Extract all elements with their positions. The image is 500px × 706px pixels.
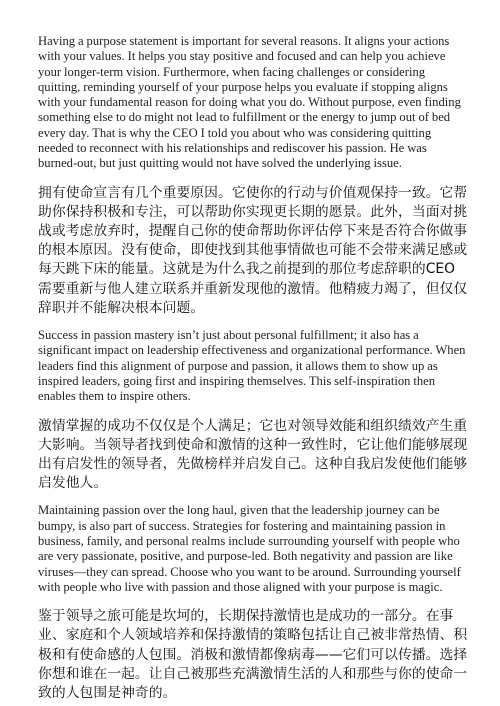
english-paragraph-maintaining: Maintaining passion over the long haul, given that the leadership journey can be bumpy, is also part of success. Strategies for fostering and maintaining passion in business, family, and personal realms include surrounding yourself with people who are very passionate, positive, and purpose-led. Both negativity and passion are like viruses—they can spread. Choose who you want to be around. Surrounding yourself with people who live with passion and those aligned with your purpose is magic. [38,503,461,594]
english-paragraph-success: Success in passion mastery isn’t just about personal fulfillment; it also has a significant impact on leadership effectiveness and organizational performance. When leaders find this alignment of purpose and passion, it allows them to show up as inspired leaders, going first and inspiring themselves. This self-inspiration then enables them to inspire others. [38,328,466,404]
document-page [38,34,468,703]
chinese-paragraph-purpose: 拥有使命宣言有几个重要原因。它使你的行动与价值观保持一致。它帮助你保持积极和专注，可以帮助你实现更长期的愿景。此外，当面对挑战或考虑放弃时，提醒自己你的使命帮助你评估停下来是否符合你做事的根本原因。没有使命，即使找到其他事情做也可能不会带来满足感或每天跳下床的能量。这就是为什么我之前提到的那位考虑辞职的CEO需要重新与他人建立联系并重新发现他的激情。他精疲力竭了，但仅仅辞职并不能解决根本问题。 [38,184,468,316]
chinese-paragraph-maintaining: 鉴于领导之旅可能是坎坷的，长期保持激情也是成功的一部分。在事业、家庭和个人领域培养和保持激情的策略包括让自己被非常热情、积极和有使命感的人包围。消极和激情都像病毒——它们可以传播。选择你想和谁在一起。让自己被那些充满激情生活的人和那些与你的使命一致的人包围是神奇的。 [38,608,468,701]
chinese-paragraph-success: 激情掌握的成功不仅仅是个人满足；它也对领导效能和组织绩效产生重大影响。当领导者找到使命和激情的这种一致性时，它让他们能够展现出有启发性的领导者，先做榜样并启发自己。这种自我启发使他们能够启发他人。 [38,417,468,492]
english-paragraph-purpose: Having a purpose statement is important for several reasons. It aligns your actions with your values. It helps you stay positive and focused and can help you achieve your longer-term vision. Furthermore, when facing challenges or considering quitting, reminding yourself of your purpose helps you evaluate if stopping aligns with your fundamental reason for doing what you do. Without purpose, even finding something else to do might not lead to fulfillment or the energy to jump out of bed every day. That is why the CEO I told you about who was considering quitting needed to reconnect with his relationships and rediscover his passion. He was burned-out, but just quitting would not have solved the underlying issue. [38,34,461,171]
